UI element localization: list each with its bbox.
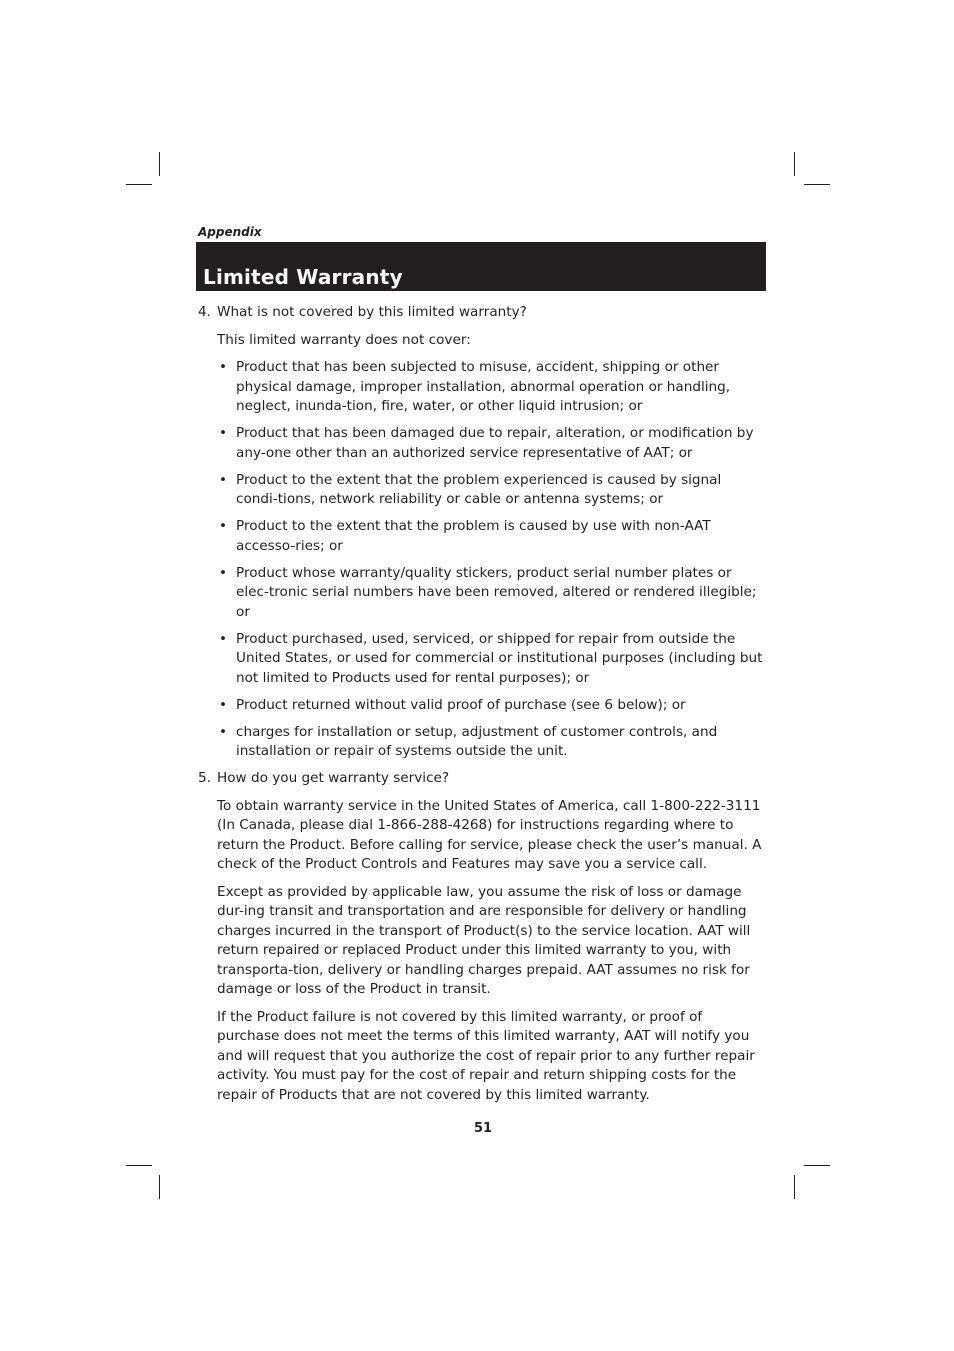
list-item xyxy=(217,471,766,510)
item-number: 4. xyxy=(198,304,211,320)
list-item xyxy=(217,358,766,417)
list-item-text: Product to the extent that the problem is caused by use with non-AAT accesso-ries; or xyxy=(236,518,711,554)
crop-mark xyxy=(159,1175,160,1199)
crop-mark xyxy=(794,1175,795,1199)
repair-cost-paragraph: If the Product failure is not covered by this limited warranty, or proof of purchase does not meet the terms of this limited warranty, AAT will notify you and will request that you authorize the cost of repair prior to any further repair activity. You must pay for the cost of repair and return shipping costs for the repair of Products that are not covered by this limited warranty. xyxy=(217,1008,755,1103)
list-item xyxy=(217,723,766,762)
section-label: Appendix xyxy=(198,225,262,239)
list-item-text: Product whose warranty/quality stickers, product serial number plates or elec-tronic serial numbers have been removed, altered or rendered illegible; or xyxy=(236,564,757,620)
list-item xyxy=(217,517,766,556)
risk-paragraph: Except as provided by applicable law, you assume the risk of loss or damage dur-ing transit and transportation and are responsible for delivery or handling charges incurred in the transport of Product(s) to the service location. AAT will return repaired or replaced Product under this limited warranty to you, with transporta-tion, delivery or handling charges prepaid. AAT assumes no risk for damage or loss of the Product in transit. xyxy=(217,883,751,997)
warranty-content xyxy=(198,303,766,1113)
item-question: How do you get warranty service? xyxy=(217,770,450,786)
title-bar xyxy=(196,242,766,291)
bullet-icon: • xyxy=(219,518,228,534)
list-item xyxy=(217,424,766,463)
exclusions-list xyxy=(217,358,766,762)
list-item-text: Product that has been subjected to misuse, accident, shipping or other physical damage, improper installation, abnormal operation or handling, neglect, inunda-tion, fire, water, or other liquid intrusion; or xyxy=(236,359,731,414)
list-item-text: Product purchased, used, serviced, or shipped for repair from outside the United States, or used for commercial or institutional purposes (including but not limited to Products used for rental purposes); or xyxy=(236,630,763,686)
list-item-text: charges for installation or setup, adjustment of customer controls, and installation or repair of systems outside the unit. xyxy=(236,723,718,759)
bullet-icon: • xyxy=(219,359,228,375)
list-item-text: Product returned without valid proof of purchase (see 6 below); or xyxy=(236,696,686,713)
page-number: 51 xyxy=(474,1121,493,1136)
list-item xyxy=(217,630,766,689)
crop-mark xyxy=(126,184,152,185)
list-item-text: Product to the extent that the problem experienced is caused by signal condi-tions, network reliability or cable or antenna systems; or xyxy=(236,471,722,507)
bullet-icon: • xyxy=(219,564,228,581)
list-item xyxy=(217,696,766,716)
crop-mark xyxy=(804,1165,830,1166)
bullet-icon: • xyxy=(219,630,228,647)
crop-mark xyxy=(804,184,830,185)
service-paragraph: To obtain warranty service in the United States of America, call 1-800-222-3111 (In Canada, please dial 1-866-288-4268) for instructions regarding where to return the Product. Before calling for service, please check the user’s manual. A check of the Product Controls and Features may save you a service call. xyxy=(217,797,762,872)
bullet-icon: • xyxy=(219,696,228,713)
crop-mark xyxy=(126,1165,152,1166)
bullet-icon: • xyxy=(219,723,228,740)
item-number: 5. xyxy=(198,770,211,786)
item-4-heading xyxy=(198,303,766,323)
item-5-heading xyxy=(198,769,766,789)
item-question: What is not covered by this limited warranty? xyxy=(217,304,527,320)
bullet-icon: • xyxy=(219,425,228,441)
item-4-intro: This limited warranty does not cover: xyxy=(217,331,471,348)
page-title: Limited Warranty xyxy=(203,265,403,289)
crop-mark xyxy=(794,152,795,176)
list-item xyxy=(217,564,766,623)
list-item-text: Product that has been damaged due to repair, alteration, or modification by any-one other than an authorized service representative of AAT; or xyxy=(236,425,754,461)
crop-mark xyxy=(159,152,160,176)
bullet-icon: • xyxy=(219,471,228,488)
